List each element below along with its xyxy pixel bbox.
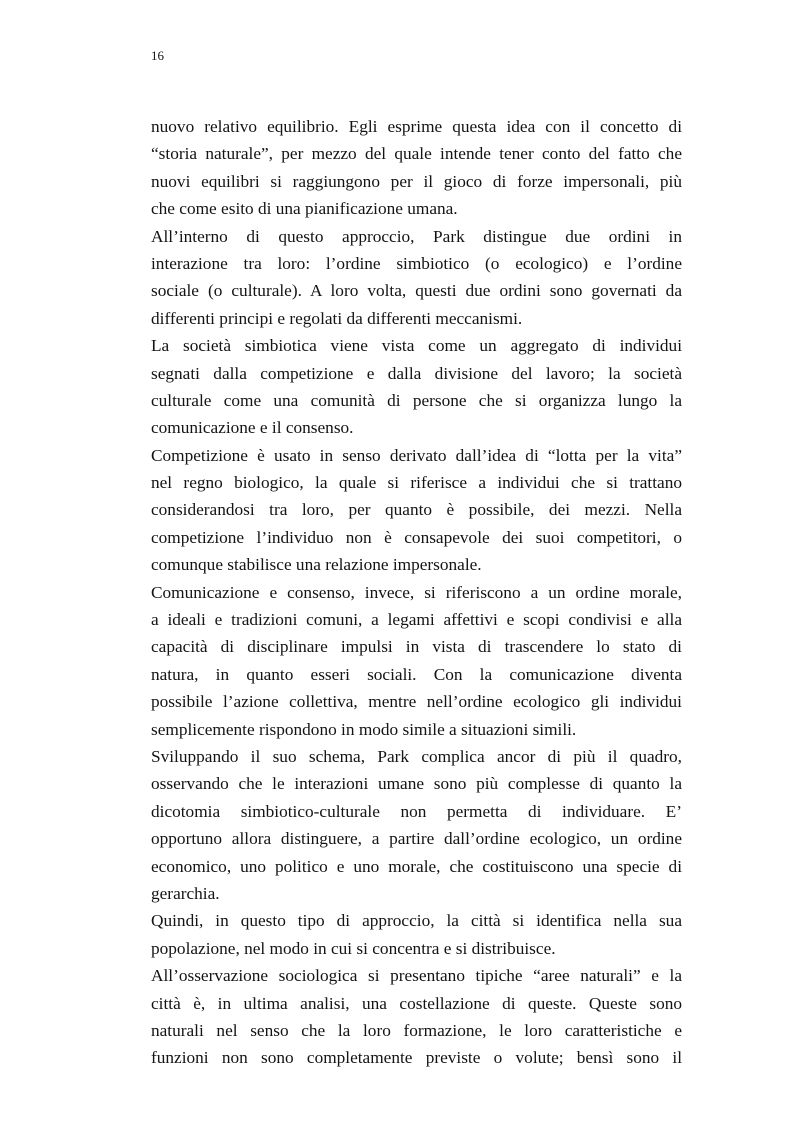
text-line: opportuno allora distinguere, a partire dall’ordine ecologico, un ordine [151, 829, 682, 849]
text-line: La società simbiotica viene vista come un aggregato di individui [151, 336, 682, 356]
text-line: Comunicazione e consenso, invece, si riferiscono a un ordine morale, [151, 582, 682, 602]
text-line: gerarchia. [151, 883, 220, 903]
text-line: All’osservazione sociologica si presentano tipiche “aree naturali” e la [151, 966, 682, 986]
text-line: nuovo relativo equilibrio. Egli esprime questa idea con il concetto di [151, 117, 682, 136]
text-line: natura, in quanto esseri sociali. Con la comunicazione diventa [151, 664, 682, 684]
text-line: segnati dalla competizione e dalla divisione del lavoro; la società [151, 363, 682, 383]
text-line: considerandosi tra loro, per quanto è possibile, dei mezzi. Nella [151, 500, 682, 520]
text-line: capacità di disciplinare impulsi in vista di trascendere lo stato di [151, 637, 682, 657]
text-line: naturali nel senso che la loro formazione, le loro caratteristiche e [151, 1020, 682, 1040]
text-line: competizione l’individuo non è consapevole dei suoi competitori, o [151, 527, 682, 547]
text-line: differenti principi e regolati da differenti meccanismi. [151, 308, 523, 328]
text-line: nuovi equilibri si raggiungono per il gioco di forze impersonali, più [151, 171, 682, 191]
text-line: “storia naturale”, per mezzo del quale intende tener conto del fatto che [151, 144, 682, 164]
text-line: città è, in ultima analisi, una costellazione di queste. Queste sono [151, 993, 682, 1013]
text-line: nel regno biologico, la quale si riferisce a individui che si trattano [151, 473, 682, 493]
text-line: comunque stabilisce una relazione impersonale. [151, 555, 482, 575]
text-line: a ideali e tradizioni comuni, a legami affettivi e scopi condivisi e alla [151, 610, 682, 630]
text-line: dicotomia simbiotico-culturale non permetta di individuare. E’ [151, 801, 682, 821]
text-line: semplicemente rispondono in modo simile a situazioni simili. [151, 719, 577, 739]
text-line: osservando che le interazioni umane sono più complesse di quanto la [151, 774, 682, 794]
text-line: economico, uno politico e uno morale, che costituiscono una specie di [151, 856, 682, 876]
text-line: All’interno di questo approccio, Park distingue due ordini in [151, 226, 682, 246]
text-line: popolazione, nel modo in cui si concentra e si distribuisce. [151, 938, 556, 958]
text-line: Quindi, in questo tipo di approccio, la città si identifica nella sua [151, 911, 682, 931]
body-text [151, 113, 682, 1072]
text-line: che come esito di una pianificazione umana. [151, 199, 458, 219]
page-number: 16 [151, 48, 164, 63]
text-line: interazione tra loro: l’ordine simbiotico (o ecologico) e l’ordine [151, 253, 682, 273]
text-line: Competizione è usato in senso derivato dall’idea di “lotta per la vita” [151, 445, 682, 465]
text-line: Sviluppando il suo schema, Park complica ancor di più il quadro, [151, 746, 682, 766]
text-line: possibile l’azione collettiva, mentre nell’ordine ecologico gli individui [151, 692, 682, 712]
text-line: culturale come una comunità di persone che si organizza lungo la [151, 390, 682, 410]
text-line: sociale (o culturale). A loro volta, questi due ordini sono governati da [151, 281, 682, 301]
text-line: funzioni non sono completamente previste o volute; bensì sono il [151, 1048, 682, 1068]
text-line: comunicazione e il consenso. [151, 418, 354, 438]
